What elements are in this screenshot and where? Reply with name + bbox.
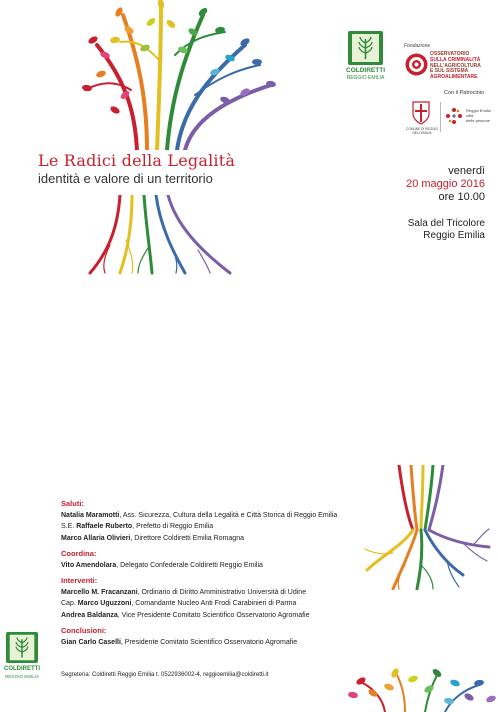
coldiretti-name: COLDIRETTI (346, 67, 385, 74)
title-block (38, 152, 278, 187)
logo-divider (440, 102, 441, 132)
program-item: Cap. Marco Uguzzoni, Comandante Nucleo Anti Frodi Carabinieri di Parma (61, 600, 297, 607)
coldiretti-city-bottom: REGGIO EMILIA (4, 674, 39, 679)
event-venue: Sala del Tricolore Reggio Emilia (407, 218, 485, 241)
program-item: Andrea Baldanza, Vice Presidente Comitato Scientifico Osservatorio Agromafie (61, 611, 310, 619)
section-interventi: Interventi: (61, 576, 98, 585)
section-conclusioni: Conclusioni: (61, 626, 107, 635)
wheat-icon (6, 632, 38, 663)
reggio-citta-icon (444, 106, 464, 126)
comune-crest-icon (411, 100, 431, 126)
osservatorio-name: OSSERVATORIO SULLA CRIMINALITÀ NELL'AGRICOLTURA E SUL SISTEMA AGROALIMENTARE (430, 51, 481, 81)
osservatorio-logo-icon (404, 52, 429, 77)
event-subtitle: identità e valore di un territorio (38, 171, 213, 186)
tree-illustration (75, 0, 285, 150)
reggio-citta-label: Reggio Emilia città delle persone (466, 108, 491, 123)
program-item: Natalia Maramotti, Ass. Sicurezza, Cultura della Legalità e Città Storica di Reggio Emilia (61, 511, 338, 519)
program-item: Marco Allaria Olivieri, Direttore Coldiretti Emilia Romagna (61, 534, 244, 542)
coldiretti-logo-bottom (6, 632, 38, 663)
coldiretti-city: REGGIO EMILIA (346, 75, 385, 81)
comune-label: COMUNE DI REGGIO NELL'EMILIA (406, 127, 438, 135)
roots-illustration (80, 195, 240, 275)
program-item: Marcello M. Fracanzani, Ordinario di Diritto Amministrativo Università di Udine (61, 588, 307, 596)
coldiretti-logo (348, 31, 383, 65)
event-weekday: venerdì (448, 165, 485, 177)
event-date: 20 maggio 2016 (406, 178, 485, 190)
program-item: S.E. Raffaele Ruberto, Prefetto di Reggio Emilia (61, 523, 214, 530)
segreteria-contact: Segreteria: Coldiretti Reggio Emilia t. 0522936002-4, reggioemilia@coldiretti.it (61, 672, 269, 678)
event-time: ore 10.00 (438, 191, 485, 203)
section-saluti: Saluti: (61, 499, 84, 508)
roots-illustration-bottom (363, 465, 491, 590)
event-datetime (406, 165, 485, 204)
program (61, 498, 391, 648)
section-coordina: Coordina: (61, 549, 97, 558)
fondazione-label: Fondazione (404, 43, 431, 49)
program-item: Vito Amendolara, Delegato Confederale Coldiretti Reggio Emilia (61, 561, 263, 569)
program-item: Gian Carlo Caselli, Presidente Comitato Scientifico Osservatorio Agromafie (61, 638, 298, 646)
leaves-decoration (345, 665, 498, 712)
event-title: Le Radici della Legalità (38, 151, 236, 170)
wheat-icon (348, 31, 383, 65)
coldiretti-name-bottom: COLDIRETTI (4, 666, 40, 672)
patrocinio-label: Con il Patrocinio (444, 90, 485, 96)
